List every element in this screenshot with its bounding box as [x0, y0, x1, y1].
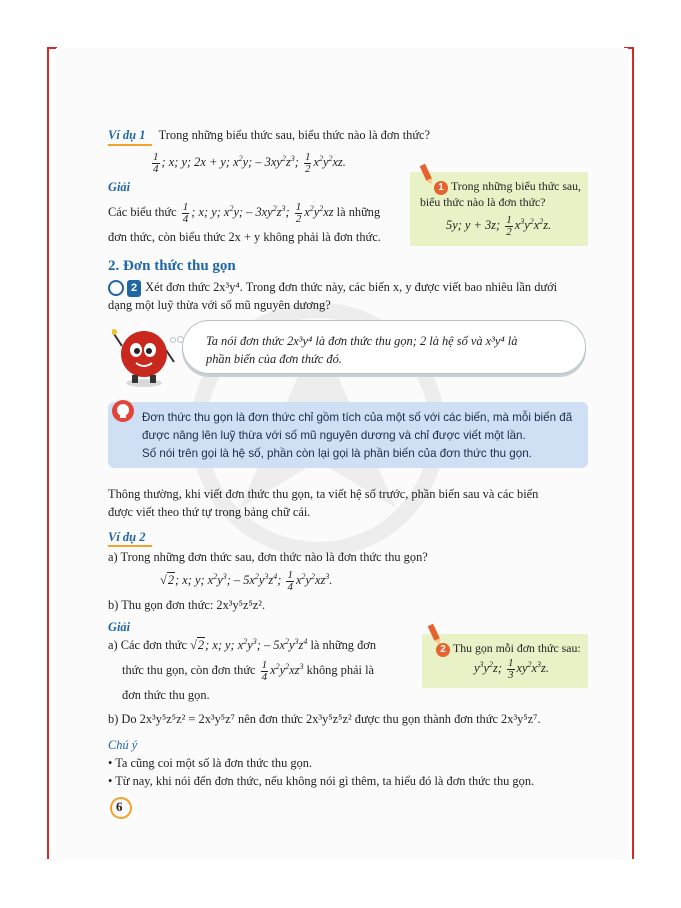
activity2-number: 2	[127, 280, 141, 297]
frame-right-line	[632, 47, 634, 859]
activity-gear-icon	[108, 280, 124, 296]
example1-solution-label: Giải	[108, 180, 131, 194]
practice1-line1: 1 Trong những biểu thức sau,	[434, 178, 581, 195]
example1-question: Trong những biểu thức sau, biểu thức nào là đơn thức?	[158, 128, 431, 142]
example2-tag: Ví dụ 2	[108, 530, 152, 547]
example2-tag-wrap	[108, 528, 152, 547]
example2-sol-a-line2: thức thu gọn, còn đơn thức $\frac{1}{4}$ $x^2y^2xz^3$ không phải là	[122, 658, 375, 683]
sqrt-two: √2	[160, 573, 175, 587]
example2-part-b: b) Thu gọn đơn thức: 2x³y⁵z⁵z².	[108, 598, 266, 612]
example2-part-a: a) Trong những đơn thức sau, đơn thức nào là đơn thức thu gọn?	[108, 550, 428, 564]
example2-sol-a-line1: a) Các đơn thức √2; x; y; $x^2y^3$; – $5x^2y^3z^4$ là những đơn	[108, 636, 377, 652]
practice1-number: 1	[434, 181, 448, 195]
practice2-number: 2	[436, 643, 450, 657]
fraction-one-quarter: $\frac{1}{4}$	[153, 150, 159, 175]
convention-line2: được viết theo thứ tự trong bảng chữ cái.	[108, 505, 311, 519]
mascot-character-icon	[112, 316, 176, 388]
note-bullet2: • Từ nay, khi nói đến đơn thức, nếu không nói gì thêm, ta hiểu đó là đơn thức thu gọn.	[108, 774, 535, 788]
practice1-line2: biểu thức nào là đơn thức?	[420, 195, 546, 209]
frame-left-line	[47, 47, 49, 859]
definition-line3: Số nói trên gọi là hệ số, phần còn lại gọi là phần biến của đơn thức thu gọn.	[142, 447, 532, 460]
practice1-expressions: 5y; y + 3z; $\frac{1}{2}$ $x^3y^2x^2z$.	[446, 213, 552, 238]
example1-tag: Ví dụ 1	[108, 127, 152, 146]
example1-solution-line2: đơn thức, còn biểu thức 2x + y không phải là đơn thức.	[108, 230, 381, 244]
fraction-one-half: $\frac{1}{2}$	[304, 150, 311, 175]
example2-expressions: √2; x; y; $x^2y^3$; – $5x^2y^3z^4$; $\frac{1}{4}$ $x^2y^2xz^3$.	[160, 565, 332, 595]
example2-sol-a-line3: đơn thức thu gọn.	[122, 688, 210, 702]
note-bullet1: • Ta cũng coi một số là đơn thức thu gọn.	[108, 756, 313, 770]
activity2-line1: 2 Xét đơn thức 2x³y⁴. Trong đơn thức này, các biến x, y được viết bao nhiêu lần dưới	[108, 279, 557, 297]
lightbulb-head-icon	[110, 398, 136, 424]
page-number: 6	[116, 799, 123, 814]
cloud-line1: Ta nói đơn thức 2x³y⁴ là đơn thức thu gọn; 2 là hệ số và x³y⁴ là	[206, 334, 518, 348]
example2-solution-label: Giải	[108, 620, 131, 634]
convention-line1: Thông thường, khi viết đơn thức thu gọn, ta viết hệ số trước, phần biến sau và các biến	[108, 487, 539, 501]
example1-expressions: $\frac{1}{4}$ ; x; y; 2x + y; $x^2y$; – $3xy^2z^3$; $\frac{1}{2}$ $x^2y^2xz$.	[153, 150, 346, 175]
cloud-line2: phần biến của đơn thức đó.	[206, 352, 342, 366]
definition-line1: Đơn thức thu gọn là đơn thức chỉ gồm tích của một số với các biến, mà mỗi biến đã	[142, 411, 573, 424]
example2-sol-b: b) Do 2x³y⁵z⁵z² = 2x³y⁵z⁷ nên đơn thức 2x³y⁵z⁵z² được thu gọn thành đơn thức 2x³y⁵z⁷.	[108, 712, 541, 726]
example1-solution-line1: Các biểu thức $\frac{1}{4}$ ; x; y; $x^2y$; – $3xy^2z^3$; $\frac{1}{2}$ $x^2y^2xz$ là những	[108, 200, 381, 225]
example1-question-line	[108, 127, 430, 146]
activity2-line2: dạng một luỹ thừa với số mũ nguyên dương?	[108, 298, 331, 312]
definition-line2: được nâng lên luỹ thừa với số mũ nguyên dương và chỉ được viết một lần.	[142, 429, 526, 442]
section2-title: 2. Đơn thức thu gọn	[108, 258, 236, 274]
practice2-line1: 2 Thu gọn mỗi đơn thức sau:	[436, 640, 581, 657]
note-label: Chú ý	[108, 738, 138, 752]
practice2-expressions: $y^3y^2z$; $\frac{1}{3}$ $xy^2x^3z$.	[474, 656, 549, 681]
